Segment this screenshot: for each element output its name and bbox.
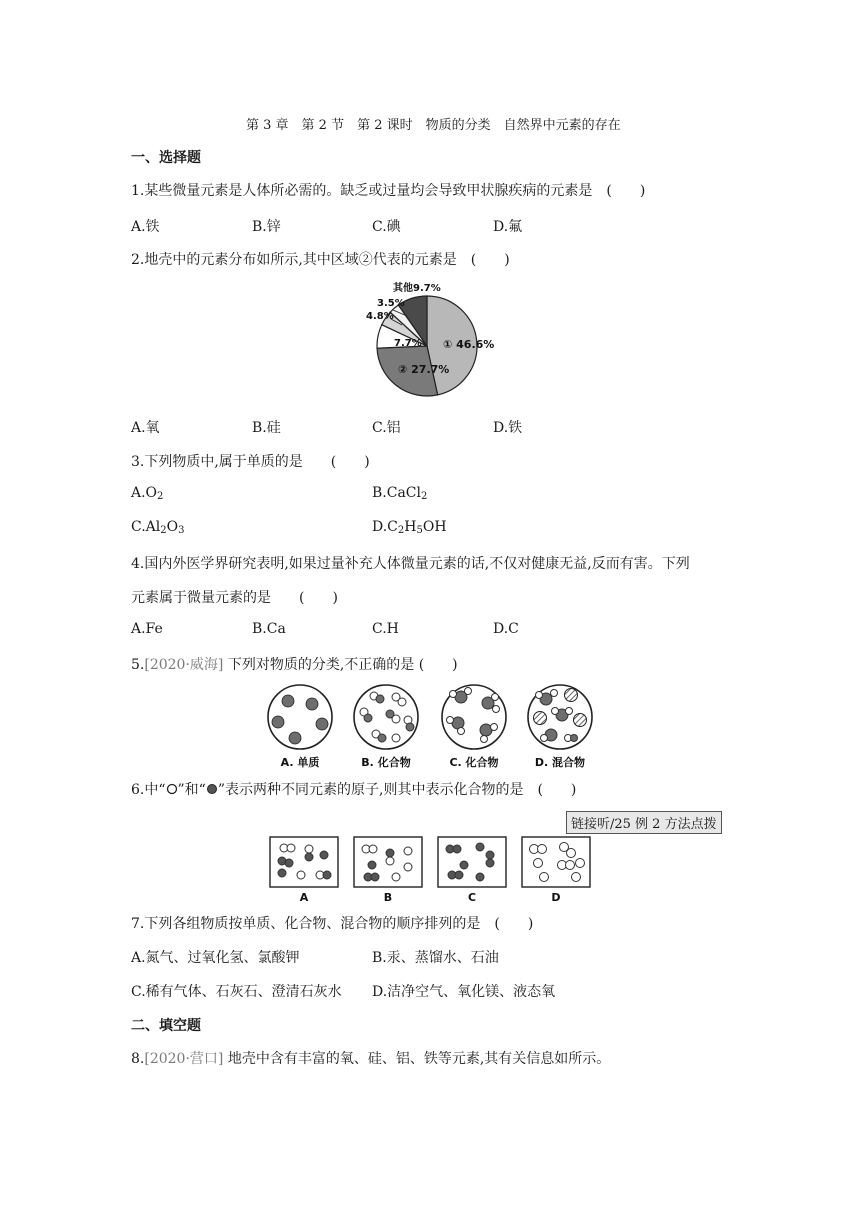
pie-label-region-1: ① 46.6%	[443, 338, 495, 351]
question-2-option-b: B.硅	[252, 420, 281, 436]
question-4-stem-line-2: 元素属于微量元素的是 ( )	[131, 590, 338, 606]
question-5-stem: 5.[2020·威海] 下列对物质的分类,不正确的是 ( )	[131, 657, 458, 673]
q5-panel-d	[528, 685, 592, 749]
question-7-option-b: B.汞、蒸馏水、石油	[372, 950, 499, 966]
question-3-stem: 3.下列物质中,属于单质的是 ( )	[131, 454, 370, 470]
question-8-source: [2020·营口]	[144, 1051, 224, 1067]
q5-panel-c	[442, 685, 506, 749]
question-2-option-c: C.铝	[372, 420, 401, 436]
question-2-stem: 2.地壳中的元素分布如所示,其中区域②代表的元素是 ( )	[131, 252, 510, 268]
pie-label-4-8: 4.8%	[366, 311, 394, 322]
q5-label-a: A. 单质	[280, 756, 320, 769]
question-7-option-c: C.稀有气体、石灰石、澄清石灰水	[131, 984, 342, 1000]
q6-label-b: B	[383, 891, 393, 904]
q5-panel-a	[268, 685, 332, 749]
question-7-option-a: A.氮气、过氧化氢、氯酸钾	[131, 950, 300, 966]
question-4-option-c: C.H	[372, 621, 399, 637]
q6-box-a	[270, 837, 338, 887]
question-3-option-b: B.CaCl$_2$	[372, 485, 428, 502]
question-7-option-d: D.洁净空气、氧化镁、液态氧	[372, 984, 556, 1000]
question-1-option-c: C.碘	[372, 219, 401, 235]
question-2-option-d: D.铁	[493, 420, 523, 436]
q5-classification-figure	[262, 680, 617, 772]
question-6-stem: 6.中“ ”和“ ”表示两种不同元素的原子,则其中表示化合物的是 ( )	[131, 782, 577, 798]
q6-label-a: A	[299, 891, 309, 904]
question-3-option-a: $A.O_2$	[131, 485, 164, 502]
section-title-fill: 二、填空题	[131, 1018, 201, 1034]
question-4-option-a: A.Fe	[131, 621, 163, 637]
q6-box-c	[438, 837, 506, 887]
pie-label-region-2: ② 27.7%	[398, 363, 450, 376]
question-4-option-b: B.Ca	[252, 621, 286, 637]
dark-atom-icon	[206, 783, 218, 795]
pie-label-7-7: 7.7%	[394, 338, 422, 349]
pie-label-other: 其他9.7%	[393, 283, 441, 294]
question-4-stem-line-1: 4.国内外医学界研究表明,如果过量补充人体微量元素的话,不仅对健康无益,反而有害。下列	[131, 556, 690, 572]
question-1-option-a: A.铁	[131, 219, 160, 235]
question-2-option-a: A.氧	[131, 420, 160, 436]
q6-label-c: C	[467, 891, 477, 904]
question-7-stem: 7.下列各组物质按单质、化合物、混合物的顺序排列的是 ( )	[131, 916, 534, 932]
question-3-option-c: $C.Al_2O_3$	[131, 519, 185, 536]
q5-label-b: B. 化合物	[361, 756, 411, 769]
q6-label-d: D	[551, 891, 561, 904]
method-link-box[interactable]: 链接听/25 例 2 方法点拨	[566, 811, 722, 834]
q6-box-b	[354, 837, 422, 887]
pie-label-3-5: 3.5%	[377, 298, 405, 309]
section-title-choice: 一、选择题	[131, 150, 201, 166]
question-1-stem: 1.某些微量元素是人体所必需的。缺乏或过量均会导致甲状腺疾病的元素是 ( )	[131, 183, 646, 199]
question-3-option-d: $D.C_2H_5OH$	[372, 519, 447, 536]
question-1-option-d: D.氟	[493, 219, 523, 235]
q6-molecule-figure	[268, 835, 593, 905]
white-atom-icon	[166, 783, 178, 795]
q5-panel-b	[354, 685, 418, 749]
q5-label-c: C. 化合物	[449, 756, 499, 769]
crust-element-pie-chart	[355, 278, 500, 403]
q5-label-d: D. 混合物	[534, 756, 586, 769]
q6-box-d	[522, 837, 590, 887]
question-1-option-b: B.锌	[252, 219, 281, 235]
question-8-stem: 8.[2020·营口] 地壳中含有丰富的氧、硅、铝、铁等元素,其有关信息如所示。	[131, 1051, 611, 1067]
page-title: 第 3 章 第 2 节 第 2 课时 物质的分类 自然界中元素的存在	[246, 118, 621, 133]
question-4-option-d: D.C	[493, 621, 519, 637]
question-5-source: [2020·威海]	[144, 657, 224, 673]
